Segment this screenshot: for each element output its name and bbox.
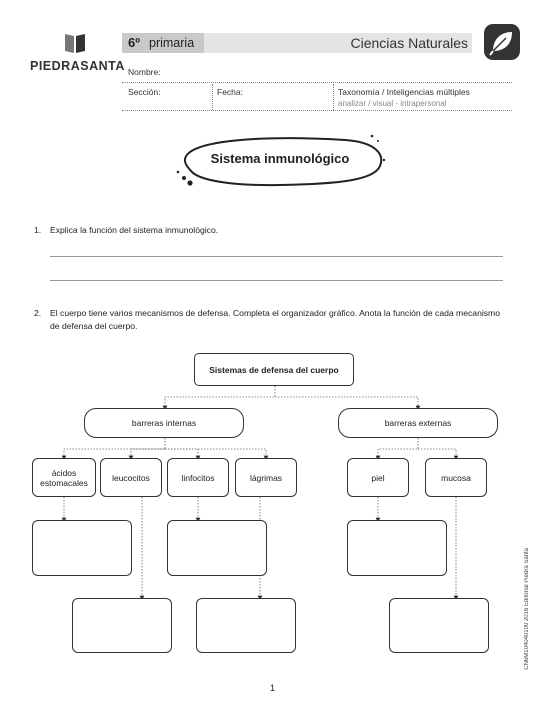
leaf-node-skin: piel [347, 458, 409, 497]
question-1-text: Explica la función del sistema inmunológico. [50, 225, 219, 235]
leaf-node-mucosa: mucosa [425, 458, 487, 497]
leaf-node-lymphocytes: linfocitos [167, 458, 229, 497]
page-number: 1 [270, 683, 276, 693]
question-1-number: 1. [34, 225, 42, 235]
leaf-node-stomach-acids: ácidos estomacales [32, 458, 96, 497]
external-barriers-node: barreras externas [338, 408, 498, 438]
publisher-logo: PIEDRASANTA [30, 59, 125, 73]
question-2-number: 2. [34, 308, 42, 318]
grade-label: primaria [149, 36, 195, 50]
answer-box[interactable] [32, 520, 132, 576]
internal-barriers-node: barreras internas [84, 408, 244, 438]
date-label: Fecha: [217, 87, 243, 97]
taxonomy-label: Taxonomía / Inteligencias múltiples [338, 87, 470, 97]
answer-box[interactable] [196, 598, 296, 653]
diagram-root-node: Sistemas de defensa del cuerpo [194, 353, 354, 386]
name-label: Nombre: [128, 67, 161, 77]
leaf-node-tears: lágrimas [235, 458, 297, 497]
subject-title: Ciencias Naturales [350, 35, 468, 51]
answer-box[interactable] [347, 520, 447, 576]
section-label: Sección: [128, 87, 161, 97]
answer-box[interactable] [72, 598, 172, 653]
copyright-text: CN6M104040100 2016 Editorial Piedra Santa [524, 548, 530, 670]
intelligences-label: analizar / visual - intrapersonal [338, 99, 447, 108]
answer-box[interactable] [389, 598, 489, 653]
leaf-node-leukocytes: leucocitos [100, 458, 162, 497]
question-2-text: El cuerpo tiene varios mecanismos de defensa. Completa el organizador gráfico. Anota la función de cada mecanismo de defensa del cuerpo. [50, 308, 500, 331]
grade-number: 6º [128, 35, 140, 50]
answer-box[interactable] [167, 520, 267, 576]
worksheet-title: Sistema inmunológico [210, 151, 350, 166]
